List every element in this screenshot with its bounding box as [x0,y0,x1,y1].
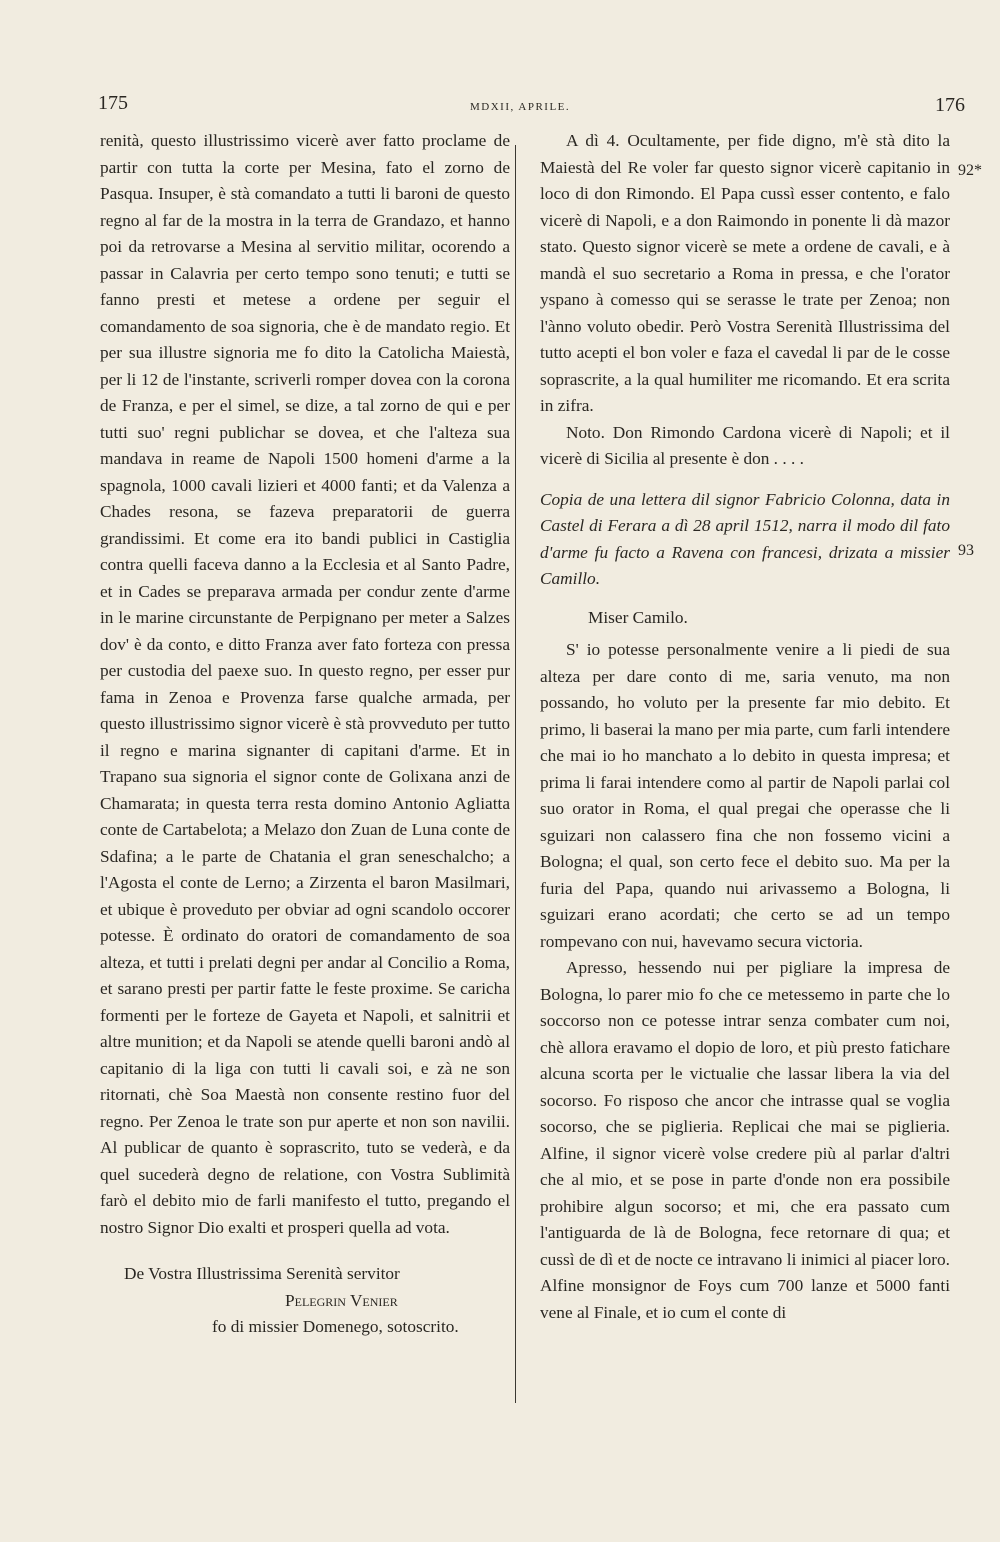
page-number-left: 175 [98,92,128,114]
right-paragraph-note: Noto. Don Rimondo Cardona vicerè di Napoli; et il vicerè di Sicilia al presente è don . . . . [540,422,950,468]
margin-note-93: 93 [958,542,974,559]
letter-paragraph-2: Apresso, hessendo nui per pigliare la impresa de Bologna, lo parer mio fo che ce metessemo in parte che lo soccorso non ce potesse intrar senza combater cum noi, chè allora eravamo el dopio de loro, et più presto fatichare alcuna scorta per le victualie che lassar libera la via del socorso. Fo risposo che ancor che intrasse qual se voglia socorso, che se piglieria. Replicai che mai se piglieria. Alfine, il signor vicerè volse credere più al parlar d'altri che al mio, et se pose in parte d'onde non era possibile prohibire algun socorso; et mi, che era passato cum l'antiguarda de là de Bologna, fece retornare di qua; et cussì de dì et de nocte ce intravano li inimici al piacer loro. Alfine monsignor de Foys cum 700 lanze et 5000 fanti vene al Finale, et io cum el conte di [540,958,950,1322]
signature-name: Pelegrin Venier [285,1290,398,1310]
letter-paragraph-1: S' io potesse personalmente venire a li piedi de sua alteza per dare conto di me, saria venuto, ma non possando, ho voluto per la presente far mio debito. Et primo, li baserai la mano per mia parte, cum farli intendere che mai io ho manchato a lo debito in questa impresa; et prima li farai intendere como al partir de Napoli parlai col suo orator in Roma, el qual pregai che operasse che li sguizari non calassero fina che non fossemo vicini a Bologna; el qual, son certo fece el debito suo. Ma per la furia del Papa, quando nui arivassemo a Bologna, li sguizari erano acordati; che certo se ad un tempo rompevano con nui, havevamo secura victoria. [540,640,950,951]
right-column [540,128,950,1326]
running-title: MDXII, APRILE. [470,101,571,113]
letter-heading: Copia de una lettera dil signor Fabricio Colonna, data in Castel di Ferara a dì 28 april 1512, narra il modo dil fato d'arme fu facto a Ravena con francesi, drizata a missier Camillo. [540,489,950,588]
signature-block [100,1261,510,1341]
page-header [0,92,1000,122]
signature-greeting: De Vostra Illustrissima Serenità servitor [124,1264,400,1283]
right-paragraph-date: A dì 4. Ocultamente, per fide digno, m'è stà dito la Maiestà del Re voler far questo signor vicerè capitanio in loco di don Rimondo. El Papa cussì esser contento, e falo vicerè di Napoli, e a don Raimondo in ponente li dà mazor stato. Questo signor vicerè se mete a ordene de cavali, e à mandà el suo secretario a Roma in pressa, e che l'orator yspano à comesso qui se serasse le trate per Zenoa; non l'ànno voluto obedir. Però Vostra Serenità Illustrissima del tutto acepti el bon voler e faza el cavedal li par de le cosse soprascrite, a la qual humiliter me ricomando. Et era scrita in zifra. [540,131,950,415]
page-number-right: 176 [935,94,965,116]
left-paragraph: renità, questo illustrissimo vicerè aver fatto proclame de partir con tutta la corte per Mesina, fato el zorno de Pasqua. Insuper, è stà comandato a tutti li baroni de questo regno al far de la mostra in la terra de Grandazo, et hanno poi da retrovarse a Mesina al servitio militar, ocorendo a passar in Calavria per certo tempo sono tenuti; e tutti se fanno presti et metese a ordene per seguir el comandamento de soa signoria, che è de mandato regio. Et per sua illustre signoria me fo dito la Catolicha Maiestà, per li 12 de l'instante, scriverli romper dovea con la corona de Franza, e per el simel, se dize, a tal zorno de qui e per tutti suo' regni publichar se dovea, et che l'alteza sua mandava in reame de Napoli 1500 homeni d'arme a la spagnola, 1000 cavali lizieri et 4000 fanti; et da Valenza a Chades resona, se fazeva preparatorii de guerra grandissimi. Et come era ito bandi publici in Castiglia contra quelli faceva danno a la Ecclesia et al Santo Padre, et in Cades se preparava armada per condur zente d'arme in le marine circunstante de Perpignano per meter a Salzes dov' è da conto, e ditto Franza aver fato forteza con pressa per custodia del paexe suo. In questo regno, per esser pur fama in Zenoa e Provenza farse qualche armada, per questo illustrissimo signor vicerè è stà provveduto per tutto il regno e marina signanter di capitani d'arme. Et in Trapano sua signoria el signor conte de Golixana anzi de Chamarata; in questa terra resta domino Antonio Agliatta conte de Cartabelota; a Melazo don Zuan de Luna conte de Sdafina; a le parte de Chatania el gran seneschalcho; a l'Agosta el conte de Lerno; a Zirzenta el baron Masilmari, et ubique è proveduto per obviar ad ogni scandolo occorer potesse. È ordinato do oratori de comandamento de soa alteza, et tutti i prelati degni per andar al Concilio a Roma, et sarano presti per partir fatte le feste proxime. Se caricha formenti per le forteze de Gayeta et Napoli, et salnitrii et altre munition; et da Napoli se atende quelli baroni andò al capitanio di la liga con tutti li cavali soi, e zà ne son ritornati, chè Soa Maestà non consente restino fuor del regno. Per Zenoa le trate son pur aperte et non son navilii. Al publicar de quanto è soprascrito, tuto se vederà, e da quel sucederà degno de relatione, con Vostra Sublimità farò el debito mio de farli manifesto el tutto, pregando el nostro Signor Dio exalti et prosperi quella ad vota. [100,131,510,1237]
left-column [100,128,510,1341]
signature-note: fo di missier Domenego, sotoscrito. [212,1317,459,1336]
letter-greeting: Miser Camilo. [588,607,688,627]
margin-note-92: 92* [958,162,982,179]
column-divider [515,145,516,1403]
